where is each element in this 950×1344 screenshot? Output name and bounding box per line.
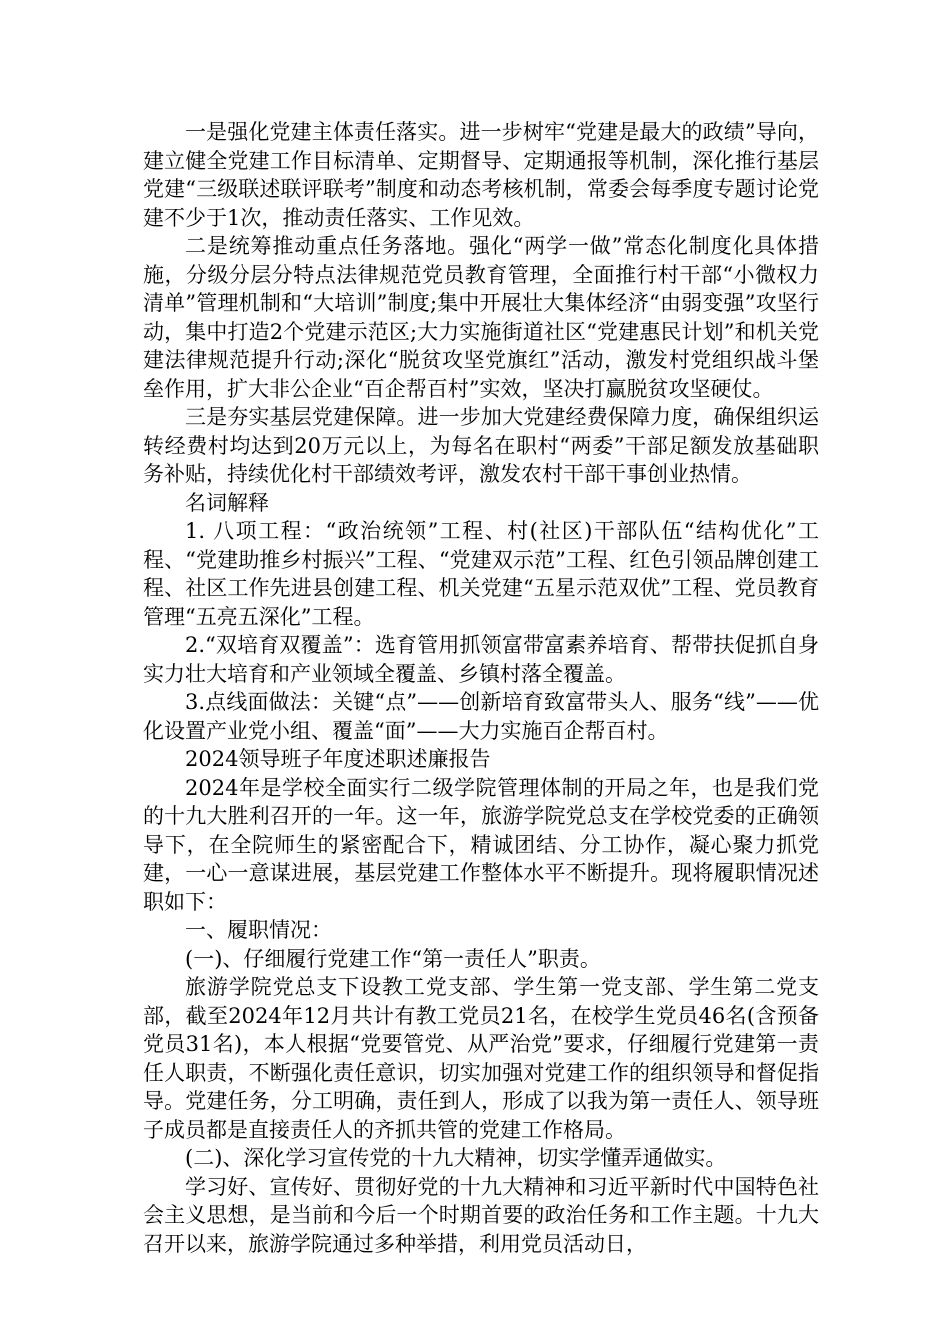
- report-title: 2024领导班子年度述职述廉报告: [185, 747, 491, 771]
- paragraph-task-3: 三是夯实基层党建保障。进一步加大党建经费保障力度，确保组织运转经费村均达到20万元以上，为每名在职村“两委”干部足额发放基础职务补贴，持续优化村干部绩效考评，激发农村干部干事创业热情。: [143, 405, 819, 486]
- glossary-heading: 名词解释: [185, 490, 269, 515]
- subsection-heading-1: (一)、仔细履行党建工作“第一责任人”职责。: [185, 946, 601, 971]
- subsection-body-2: 学习好、宣传好、贯彻好党的十九大精神和习近平新时代中国特色社会主义思想，是当前和今后一个时期首要的政治任务和工作主题。十九大召开以来，旅游学院通过多种举措，利用党员活动日，: [143, 1174, 819, 1256]
- subsection-body-1: 旅游学院党总支下设教工党支部、学生第一党支部、学生第二党支部，截至2024年12月共计有教工党员21名，在校学生党员46名(含预备党员31名)，本人根据“党要管党、从严治党”要求，仔细履行党建第一责任人职责，不断强化责任意识，切实加强对党建工作的组织领导和督促指导。党建任务，分工明确，责任到人，形成了以我为第一责任人、领导班子成员都是直接责任人的齐抓共管的党建工作格局。: [143, 975, 819, 1142]
- paragraph-task-1: 一是强化党建主体责任落实。进一步树牢“党建是最大的政绩”导向，建立健全党建工作目标清单、定期督导、定期通报等机制，深化推行基层党建“三级联述联评联考”制度和动态考核机制，常委会每季度专题讨论党建不少于1次，推动责任落实、工作见效。: [143, 120, 819, 230]
- report-intro: 2024年是学校全面实行二级学院管理体制的开局之年，也是我们党的十九大胜利召开的一年。这一年，旅游学院党总支在学校党委的正确领导下，在全院师生的紧密配合下，精诚团结、分工协作，凝心聚力抓党建，一心一意谋进展，基层党建工作整体水平不断提升。现将履职情况述职如下：: [143, 775, 819, 914]
- glossary-item-1: 1. 八项工程：“政治统领”工程、村(社区)干部队伍“结构优化”工程、“党建助推乡村振兴”工程、“党建双示范”工程、红色引领品牌创建工程、社区工作先进县创建工程、机关党建“五星示范双优”工程、党员教育管理“五亮五深化”工程。: [143, 519, 819, 629]
- glossary-item-2: 2.“双培育双覆盖”：选育管用抓领富带富素养培育、帮带扶促抓自身实力壮大培育和产业领域全覆盖、乡镇村落全覆盖。: [143, 633, 819, 686]
- document-body: [143, 118, 819, 1258]
- glossary-item-3: 3.点线面做法：关键“点”——创新培育致富带头人、服务“线”——优化设置产业党小组、覆盖“面”——大力实施百企帮百村。: [143, 690, 819, 743]
- paragraph-task-2: 二是统筹推动重点任务落地。强化“两学一做”常态化制度化具体措施，分级分层分特点法律规范党员教育管理，全面推行村干部“小微权力清单”管理机制和“大培训”制度;集中开展壮大集体经济“由弱变强”攻坚行动，集中打造2个党建示范区;大力实施街道社区“党建惠民计划”和机关党建法律规范提升行动;深化“脱贫攻坚党旗红”活动，激发村党组织战斗堡垒作用，扩大非公企业“百企帮百村”实效，坚决打赢脱贫攻坚硬仗。: [143, 234, 819, 401]
- section-heading-1: 一、履职情况：: [185, 918, 332, 942]
- subsection-heading-2: (二)、深化学习宣传党的十九大精神，切实学懂弄通做实。: [185, 1146, 727, 1170]
